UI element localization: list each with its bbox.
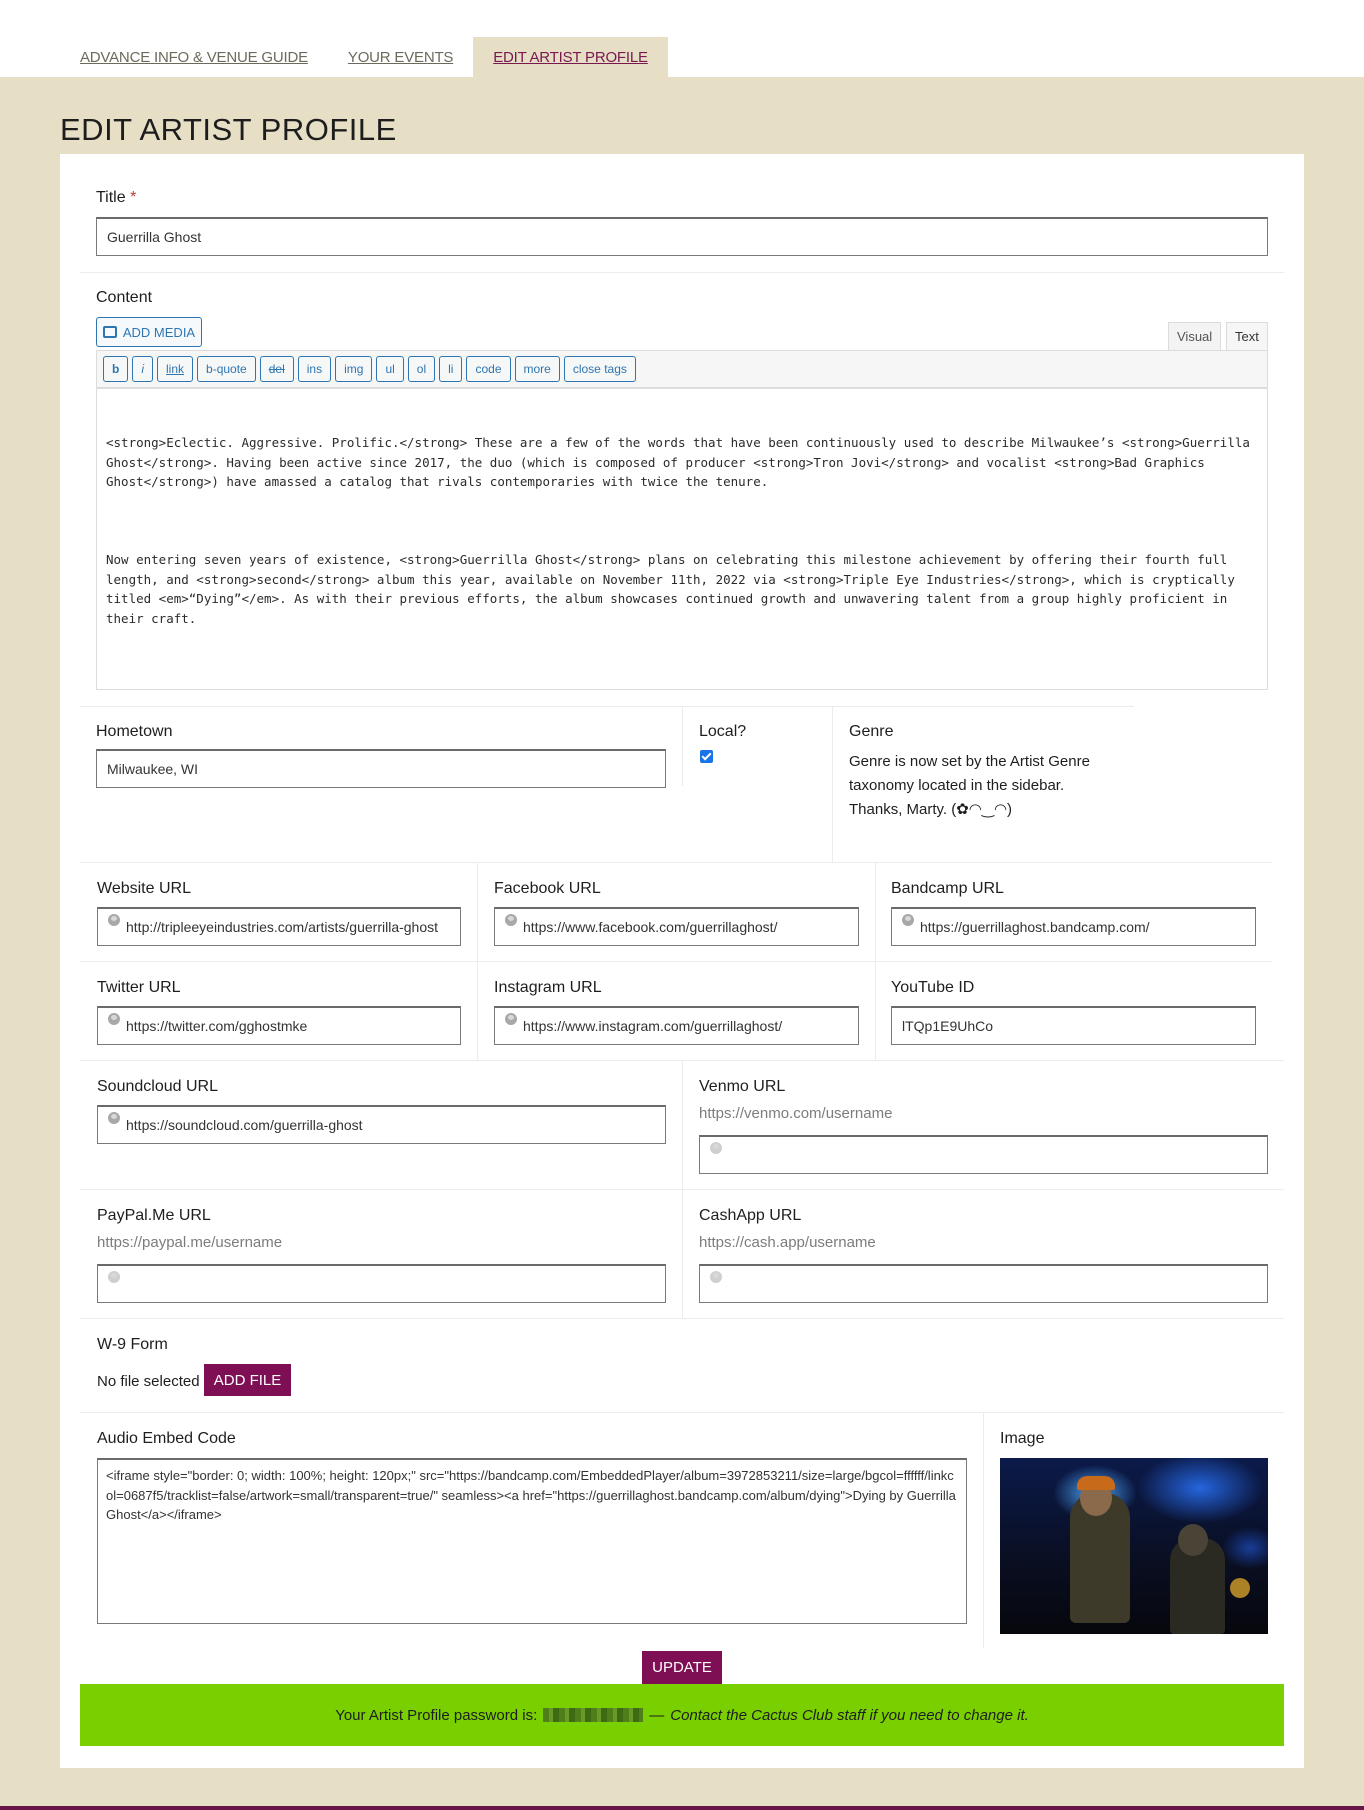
photo-light bbox=[1230, 1578, 1250, 1598]
footer-bar bbox=[0, 1806, 1364, 1810]
youtube-id-input[interactable] bbox=[891, 1006, 1256, 1045]
photo-figure bbox=[1077, 1476, 1115, 1490]
section-divider bbox=[80, 961, 1272, 962]
tab-text[interactable]: Text bbox=[1226, 322, 1268, 350]
venmo-hint: https://venmo.com/username bbox=[699, 1105, 893, 1122]
section-divider bbox=[80, 1189, 1284, 1190]
content-paragraph: Now entering seven years of existence, <strong>Guerrilla Ghost</strong> plans on celebrating this milestone achievement by offering their fourth full length, and <strong>second</strong> album this year, available on November 11th, 2022 via <strong>Triple Eye Industries</strong>, which is cryptically titled <em>“Dying”</em>. As with their previous efforts, the album showcases continued growth and unwavering talent from a group highly proficient in their craft. bbox=[106, 552, 1243, 626]
youtube-id-value: lTQp1E9UhCo bbox=[902, 1018, 994, 1034]
quicktag-li-button[interactable]: li bbox=[439, 356, 462, 382]
tab-your-events[interactable]: YOUR EVENTS bbox=[347, 49, 454, 66]
quicktag-ol-button[interactable]: ol bbox=[408, 356, 435, 382]
venmo-url-input[interactable] bbox=[699, 1135, 1268, 1174]
artist-image[interactable] bbox=[1000, 1458, 1268, 1634]
quicktag-code-button[interactable]: code bbox=[466, 356, 510, 382]
content-label: Content bbox=[96, 289, 153, 306]
globe-icon bbox=[902, 914, 914, 926]
audio-embed-label: Audio Embed Code bbox=[97, 1430, 236, 1447]
paypal-url-input[interactable] bbox=[97, 1264, 666, 1303]
quicktag-italic-button[interactable]: i bbox=[132, 356, 153, 382]
cashapp-hint: https://cash.app/username bbox=[699, 1234, 876, 1251]
password-notice bbox=[80, 1684, 1284, 1746]
globe-icon bbox=[108, 1013, 120, 1025]
genre-note: Genre is now set by the Artist Genre taxonomy located in the sidebar. Thanks, Marty. (✿◠‿◠) bbox=[849, 753, 1090, 818]
hometown-input-value: Milwaukee, WI bbox=[107, 761, 199, 777]
facebook-url-value: https://www.facebook.com/guerrillaghost/ bbox=[523, 919, 778, 935]
section-divider bbox=[80, 1318, 1284, 1319]
globe-icon bbox=[108, 1271, 120, 1283]
paypal-label: PayPal.Me URL bbox=[97, 1207, 211, 1224]
quicktag-bold-button[interactable]: b bbox=[103, 356, 128, 382]
content-paragraph: <strong>Eclectic. Aggressive. Prolific.</strong> These are a few of the words that have been continuously used to describe Milwaukee’s <strong>Guerrilla Ghost</strong>. Having been active since 2017, the duo (which is composed of producer <strong>Tron Jovi</strong> and vocalist <strong>Bad Graphics Ghost</strong>) have amassed a catalog that rivals contemporaries with twice the tenure. bbox=[106, 435, 1258, 489]
title-input-value: Guerrilla Ghost bbox=[107, 229, 202, 245]
quicktags-toolbar bbox=[96, 350, 1268, 388]
quicktag-del-button[interactable]: del bbox=[260, 356, 294, 382]
quicktag-bquote-button[interactable]: b-quote bbox=[197, 356, 256, 382]
section-divider bbox=[80, 862, 1272, 863]
facebook-label: Facebook URL bbox=[494, 880, 601, 897]
quicktag-link-button[interactable]: link bbox=[157, 356, 193, 382]
title-label bbox=[96, 189, 136, 207]
audio-embed-textarea[interactable]: <iframe style="border: 0; width: 100%; height: 120px;" src="https://bandcamp.com/EmbeddedPlayer/album=3972853211/size=large/bgcol=ffffff/linkcol=0687f5/tracklist=false/artwork=small/transparent=true/" seamless><a href="https://guerrillaghost.bandcamp.com/album/dying">Dying by Guerrilla Ghost</a></iframe> bbox=[97, 1458, 967, 1624]
soundcloud-label: Soundcloud URL bbox=[97, 1078, 218, 1095]
content-paragraph bbox=[106, 687, 1258, 691]
globe-icon bbox=[710, 1271, 722, 1283]
tab-edit-artist-profile[interactable]: EDIT ARTIST PROFILE bbox=[473, 37, 668, 77]
venmo-label: Venmo URL bbox=[699, 1078, 786, 1095]
cashapp-url-input[interactable] bbox=[699, 1264, 1268, 1303]
quicktag-img-button[interactable]: img bbox=[335, 356, 372, 382]
profile-tabs bbox=[60, 37, 668, 77]
paypal-hint: https://paypal.me/username bbox=[97, 1234, 283, 1251]
hometown-label: Hometown bbox=[96, 723, 173, 740]
media-icon bbox=[103, 326, 117, 338]
photo-figure bbox=[1178, 1524, 1208, 1556]
page-title: EDIT ARTIST PROFILE bbox=[60, 112, 397, 147]
title-input[interactable] bbox=[96, 217, 1268, 256]
local-checkbox[interactable] bbox=[700, 750, 713, 763]
column-divider bbox=[682, 706, 683, 786]
update-button[interactable]: UPDATE bbox=[642, 1651, 722, 1684]
tab-advance-info[interactable]: ADVANCE INFO & VENUE GUIDE bbox=[80, 49, 308, 66]
bandcamp-url-value: https://guerrillaghost.bandcamp.com/ bbox=[920, 919, 1150, 935]
globe-icon bbox=[505, 1013, 517, 1025]
website-url-input[interactable] bbox=[97, 907, 461, 946]
twitter-url-value: https://twitter.com/gghostmke bbox=[126, 1018, 308, 1034]
website-label: Website URL bbox=[97, 880, 191, 897]
required-mark: * bbox=[130, 189, 137, 206]
twitter-url-input[interactable] bbox=[97, 1006, 461, 1045]
section-divider bbox=[80, 1412, 1284, 1413]
globe-icon bbox=[505, 914, 517, 926]
column-divider bbox=[983, 1412, 984, 1648]
notice-separator: — bbox=[649, 1706, 665, 1724]
section-divider bbox=[80, 272, 1284, 273]
quicktag-close-tags-button[interactable]: close tags bbox=[564, 356, 636, 382]
quicktag-more-button[interactable]: more bbox=[515, 356, 560, 382]
image-label: Image bbox=[1000, 1430, 1045, 1447]
instagram-url-value: https://www.instagram.com/guerrillaghost/ bbox=[523, 1018, 783, 1034]
w9-file-status: No file selected bbox=[97, 1373, 200, 1390]
add-media-button[interactable] bbox=[96, 317, 202, 347]
soundcloud-url-input[interactable] bbox=[97, 1105, 666, 1144]
notice-prefix: Your Artist Profile password is: bbox=[335, 1706, 538, 1724]
cashapp-label: CashApp URL bbox=[699, 1207, 802, 1224]
title-label-text: Title bbox=[96, 189, 126, 206]
section-divider bbox=[80, 706, 1134, 707]
quicktag-ins-button[interactable]: ins bbox=[298, 356, 331, 382]
website-url-value: http://tripleeyeindustries.com/artists/guerrilla-ghost bbox=[126, 919, 439, 935]
content-editor[interactable] bbox=[96, 388, 1268, 690]
youtube-label: YouTube ID bbox=[891, 979, 975, 996]
genre-label: Genre bbox=[849, 723, 894, 740]
globe-icon bbox=[108, 914, 120, 926]
redacted-password bbox=[543, 1708, 643, 1722]
quicktag-ul-button[interactable]: ul bbox=[376, 356, 403, 382]
local-label: Local? bbox=[699, 723, 747, 740]
instagram-label: Instagram URL bbox=[494, 979, 602, 996]
instagram-url-input[interactable] bbox=[494, 1006, 859, 1045]
add-file-button[interactable]: ADD FILE bbox=[204, 1364, 291, 1396]
hometown-input[interactable] bbox=[96, 749, 666, 788]
bandcamp-url-input[interactable] bbox=[891, 907, 1256, 946]
bandcamp-label: Bandcamp URL bbox=[891, 880, 1004, 897]
soundcloud-url-value: https://soundcloud.com/guerrilla-ghost bbox=[126, 1117, 363, 1133]
top-navigation-bar bbox=[0, 0, 1364, 77]
tab-visual[interactable]: Visual bbox=[1168, 322, 1221, 350]
column-divider bbox=[832, 706, 833, 862]
w9-label: W-9 Form bbox=[97, 1336, 168, 1353]
add-media-label: ADD MEDIA bbox=[122, 324, 196, 340]
notice-message: Contact the Cactus Club staff if you need to change it. bbox=[670, 1706, 1029, 1724]
twitter-label: Twitter URL bbox=[97, 979, 181, 996]
globe-icon bbox=[108, 1112, 120, 1124]
globe-icon bbox=[710, 1142, 722, 1154]
facebook-url-input[interactable] bbox=[494, 907, 859, 946]
